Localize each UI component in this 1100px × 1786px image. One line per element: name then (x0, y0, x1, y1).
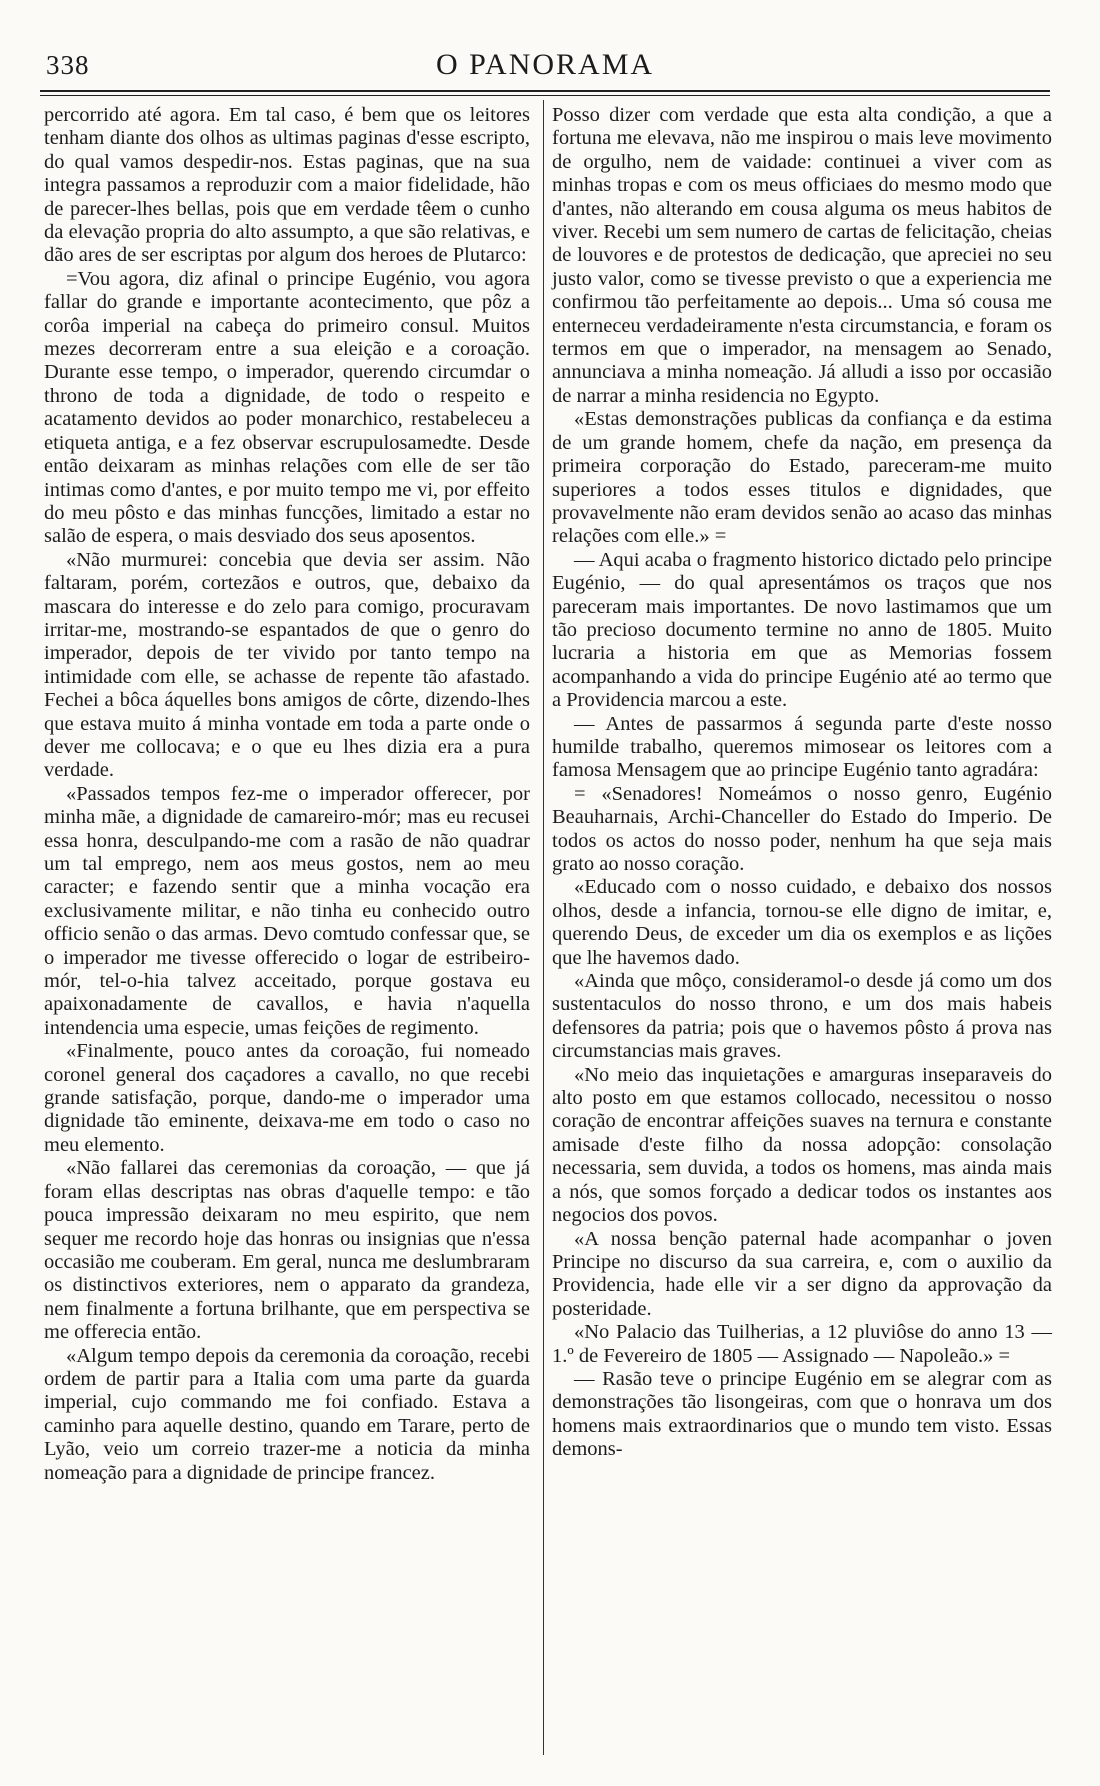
paragraph: «Estas demonstrações publicas da confiança e da estima de um grande homem, chefe da nação, em presença da primeira corporação do Estado, pareceram-me muito superiores a todos esses titulos e dignidades, que provavelmente não eram devidos senão ao acaso das minhas relações com elle.» = (552, 408, 1052, 548)
header-rule-thin (40, 95, 1050, 96)
paragraph: — Rasão teve o principe Eugénio em se alegrar com as demonstrações tão lisongeiras, com que o honrava um dos homens mais extraordinarios que o mundo tem visto. Essas demons- (552, 1367, 1052, 1461)
header-rule (40, 90, 1050, 92)
paragraph: percorrido até agora. Em tal caso, é bem que os leitores tenham diante dos olhos as ultimas paginas d'esse escripto, do qual vamos despedir-nos. Estas paginas, que na sua integra passamos a reproduzir com a maior fidelidade, hão de parecer-lhes bellas, pois que em verdade têem o cunho da elevação propria do alto assumpto, a que são relativas, e dão ares de ser escriptas por algum dos heroes de Plutarco: (44, 104, 530, 267)
paragraph: «Passados tempos fez-me o imperador offerecer, por minha mãe, a dignidade de camareiro-mór; mas eu recusei essa honra, desculpando-me com a rasão de não quadrar um tal emprego, nem aos meus gostos, nem ao meu caracter; e fazendo sentir que a minha vocação era exclusivamente militar, e não tinha eu conhecido outro officio senão o das armas. Devo comtudo confessar que, se o imperador me tivesse offerecido o logar de estribeiro-mór, tel-o-hia talvez acceitado, porque gostava eu apaixonadamente de cavallos, e havia n'aquella intendencia uma especie, umas feições de regimento. (44, 782, 530, 1039)
running-title: O PANORAMA (435, 48, 655, 81)
paragraph: «Educado com o nosso cuidado, e debaixo dos nossos olhos, desde a infancia, tornou-se elle digno de imitar, e, querendo Deus, de exceder um dia os exemplos e as lições que lhe havemos dado. (552, 876, 1052, 969)
paragraph: «Ainda que môço, consideramol-o desde já como um dos sustentaculos do nosso throno, e um dos mais habeis defensores da patria; pois que o havemos pôsto á prova nas circumstancias mais graves. (552, 970, 1052, 1063)
paragraph: =Vou agora, diz afinal o principe Eugénio, vou agora fallar do grande e importante acontecimento, que pôz a corôa imperial na cabeça do primeiro consul. Muitos mezes decorreram entre a sua eleição e a coroação. Durante esse tempo, o imperador, querendo circumdar o throno de toda a dignidade, de todo o respeito e acatamento devidos ao poder monarchico, restabeleceu a etiqueta antiga, e a fez observar escrupulosamedte. Desde então deixaram as minhas relações com elle de ser tão intimas como d'antes, e por muito tempo me vi, por effeito do meu pôsto e das minhas funcções, limitado a estar no salão de espera, o mais desviado dos seus aposentos. (44, 267, 530, 548)
paragraph: «A nossa benção paternal hade acompanhar o joven Principe no discurso da sua carreira, e, com o auxilio da Providencia, hade elle vir a ser digno da approvação da posteridade. (552, 1227, 1052, 1320)
paragraph: «Não fallarei das ceremonias da coroação, — que já foram ellas descriptas nas obras d'aquelle tempo: e tão pouca impressão deixaram no meu espirito, que nem sequer me recordo hoje das honras ou insignias que n'essa occasião me couberam. Em geral, nunca me deslumbraram os distinctivos exteriores, nem o apparato da grandeza, nem finalmente a fortuna brilhante, que em perspectiva se me offerecia então. (44, 1157, 530, 1344)
page-number: 338 (46, 50, 90, 80)
paragraph: = «Senadores! Nomeámos o nosso genro, Eugénio Beauharnais, Archi-Chanceller do Estado do Imperio. De todos os actos do nosso poder, nenhum ha que seja mais grato ao nosso coração. (552, 782, 1052, 875)
column-divider (543, 100, 544, 1755)
left-column (44, 104, 530, 1485)
paragraph: «Algum tempo depois da ceremonia da coroação, recebi ordem de partir para a Italia com uma parte da guarda imperial, cujo commando me foi confiado. Estava a caminho para aquelle destino, quando em Tarare, perto de Lyão, veio um correio trazer-me a noticia da minha nomeação para a dignidade de principe francez. (44, 1344, 530, 1484)
paragraph: «Não murmurei: concebia que devia ser assim. Não faltaram, porém, cortezãos e outros, que, debaixo da mascara do interesse e do zelo para comigo, procuravam irritar-me, mostrando-se espantados de que o genro do imperador, depois de ter vivido por tanto tempo na intimidade com elle, se achasse de repente tão afastado. Fechei a bôca áquelles bons amigos de côrte, dizendo-lhes que estava muito á minha vontade em toda a parte onde o dever me collocava; e o que eu lhes dizia era a pura verdade. (44, 548, 530, 782)
paragraph: «No meio das inquietações e amarguras inseparaveis do alto posto em que estamos collocado, necessitou o nosso coração de encontrar affeições suaves na ternura e constante amisade d'este filho da nossa adopção: consolação necessaria, sem duvida, a todos os homens, mas ainda mais a nós, que somos forçado a dedicar todos os instantes aos negocios dos povos. (552, 1063, 1052, 1227)
paragraph: — Aqui acaba o fragmento historico dictado pelo principe Eugénio, — do qual apresentámos os traços que nos pareceram mais importantes. De novo lastimamos que um tão precioso documento termine no anno de 1805. Muito lucraria a historia em que as Memorias fossem acompanhando a vida do principe Eugénio até ao termo que a Providencia marcou a este. (552, 548, 1052, 712)
paragraph: Posso dizer com verdade que esta alta condição, a que a fortuna me elevava, não me inspirou o mais leve movimento de orgulho, nem de vaidade: continuei a viver com as minhas tropas e com os meus officiaes do mesmo modo que d'antes, não alterando em cousa alguma os meus habitos de viver. Recebi um sem numero de cartas de felicitação, cheias de louvores e de protestos de dedicação, que apreciei no seu justo valor, como se tivesse previsto o que a experiencia me confirmou tão perfeitamente ao depois... Uma só cousa me enterneceu verdadeiramente n'esta circumstancia, e foram os termos em que o imperador, na mensagem ao Senado, annunciava a minha nomeação. Já alludi a isso por occasião de narrar a minha residencia no Egypto. (552, 104, 1052, 407)
page-header (40, 44, 1050, 84)
paragraph: — Antes de passarmos á segunda parte d'este nosso humilde trabalho, queremos mimosear os leitores com a famosa Mensagem que ao principe Eugénio tanto agradára: (552, 712, 1052, 782)
paragraph: «Finalmente, pouco antes da coroação, fui nomeado coronel general dos caçadores a cavallo, no que recebi grande satisfação, porque, dando-me o imperador uma dignidade tão eminente, deixava-me em todo o caso no meu elemento. (44, 1040, 530, 1156)
paragraph: «No Palacio das Tuilherias, a 12 pluviôse do anno 13 — 1.º de Fevereiro de 1805 — Assignado — Napoleão.» = (552, 1321, 1052, 1367)
right-column (552, 104, 1052, 1462)
